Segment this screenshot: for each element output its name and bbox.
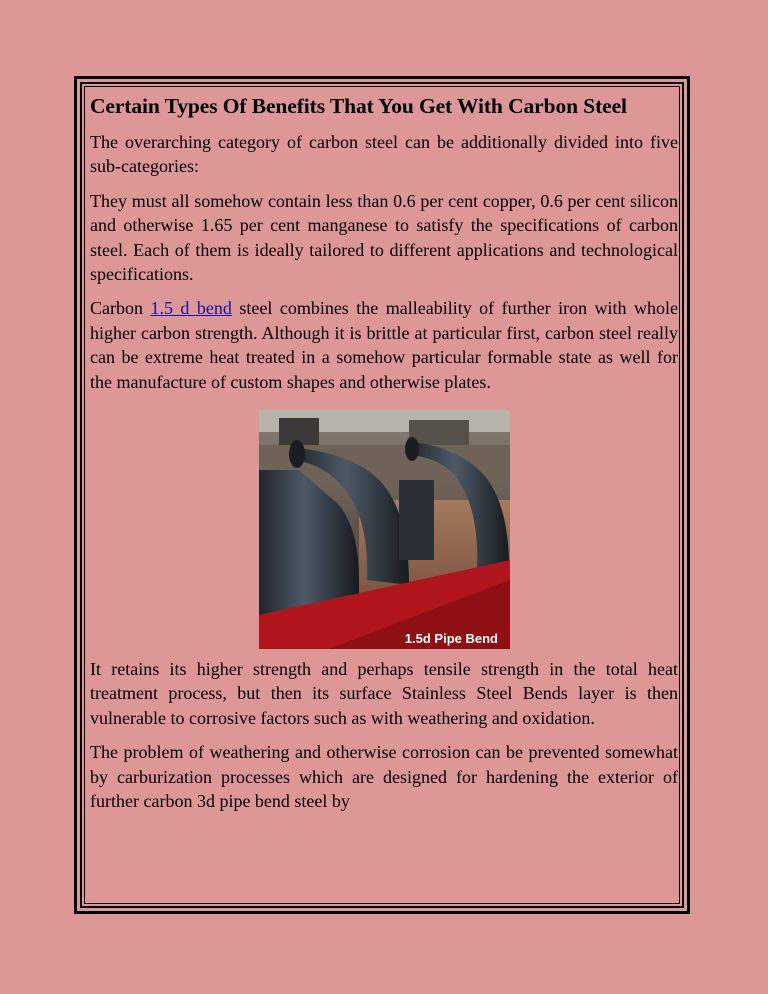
paragraph-malleability <box>90 296 678 394</box>
pipe-bend-illustration <box>259 410 510 649</box>
image-caption: 1.5d Pipe Bend <box>404 631 498 647</box>
paragraph-corrosion: The problem of weathering and otherwise corrosion can be prevented somewhat by carburization processes which are designed for hardening the exterior of further carbon 3d pipe bend steel by <box>90 742 678 812</box>
paragraph-malleability-start: Carbon <box>90 298 151 319</box>
paragraph-intro: The overarching category of carbon steel can be additionally divided into five sub-categories: <box>90 132 678 177</box>
pipe-bend-image <box>259 410 510 649</box>
paragraph-heat-treatment: It retains its higher strength and perhaps tensile strength in the total heat treatment process, but then its surface Stainless Steel Bends layer is then vulnerable to corrosive factors such as with weathering and oxidation. <box>90 659 678 728</box>
paragraph-specifications: They must all somehow contain less than 0.6 per cent copper, 0.6 per cent silicon and otherwise 1.65 per cent manganese to satisfy the specifications of carbon steel. Each of them is ideally tailored to different applications and technological specifications. <box>90 190 678 285</box>
bend-link[interactable]: 1.5 d bend <box>150 298 232 319</box>
article-title: Certain Types Of Benefits That You Get With Carbon Steel <box>90 94 627 118</box>
paragraph-malleability-rest: steel combines the malleability of further iron with whole higher carbon strength. Although it is brittle at particular first, carbon steel really can be extreme heat treated in a somehow particular formable state as well for the manufacture of custom shapes and otherwise plates. <box>90 298 679 392</box>
article-body <box>90 90 678 814</box>
